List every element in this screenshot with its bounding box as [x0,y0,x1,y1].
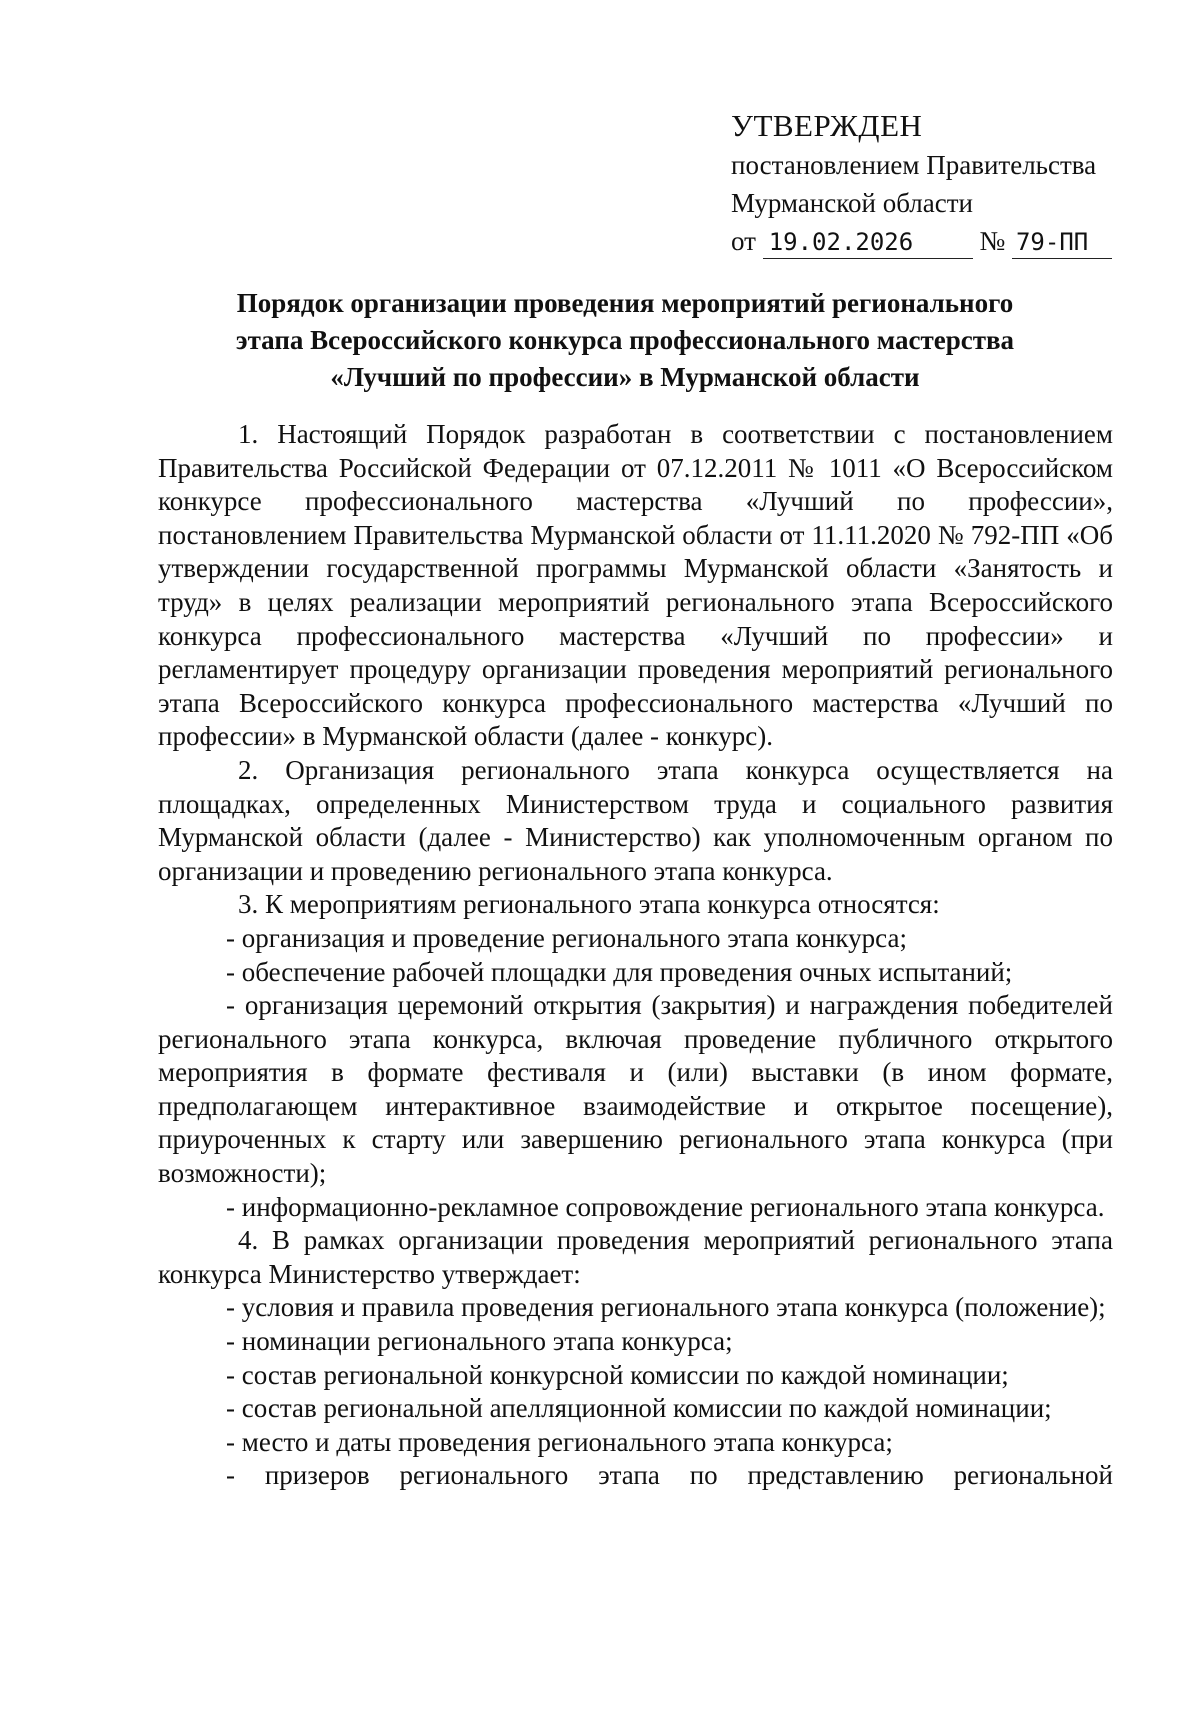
approval-stamp [731,106,1131,260]
title-line-2: этапа Всероссийского конкурса профессионального мастерства [235,325,1015,355]
list-item: - условия и правила проведения регионального этапа конкурса (положение); [226,1292,1106,1323]
date-prefix: от [731,226,756,256]
paragraph-1: 1. Настоящий Порядок разработан в соответствии с постановлением Правительства Российской Федерации от 07.12.2011 № 1011 «О Всероссийском конкурсе профессионального мастерства «Лучший по профессии», постановлением Правительства Мурманской области от 11.11.2020 № 792-ПП «Об утверждении государственной программы Мурманской области «Занятость и труд» в целях реализации мероприятий регионального этапа Всероссийского конкурса профессионального мастерства «Лучший по профессии» и регламентирует процедуру организации проведения мероприятий регионального этапа Всероссийского конкурса профессионального мастерства «Лучший по профессии» в Мурманской области (далее - конкурс). [158,419,1113,752]
paragraph-4: 4. В рамках организации проведения мероприятий регионального этапа конкурса Министерство утверждает: [158,1225,1113,1289]
title-line-3: «Лучший по профессии» в Мурманской области [330,362,920,392]
list-item: - обеспечение рабочей площадки для проведения очных испытаний; [226,956,1013,987]
list-item: - призеров регионального этапа по представлению региональной [226,1460,1113,1491]
title-line-1: Порядок организации проведения мероприятий регионального [236,288,1014,318]
approval-number: 79-ПП [1012,226,1112,259]
list-item: - организация церемоний открытия (закрытия) и награждения победителей регионального этапа конкурса, включая проведение публичного открытого мероприятия в формате фестиваля и (или) выставки (в ином формате, предполагающем интерактивное взаимодействие и открытое посещение), приуроченных к старту или завершению регионального этапа конкурса (при возможности); [158,990,1113,1189]
paragraph-3: 3. К мероприятиям регионального этапа конкурса относятся: [238,889,940,920]
approval-line-1: постановлением Правительства [731,150,1097,180]
number-prefix: № [979,226,1006,256]
approval-heading: УТВЕРЖДЕН [731,108,923,143]
paragraph-2: 2. Организация регионального этапа конкурса осуществляется на площадках, определенных Министерством труда и социального развития Мурманской области (далее - Министерство) как уполномоченным органом по организации и проведению регионального этапа конкурса. [158,754,1113,886]
list-item: - место и даты проведения регионального этапа конкурса; [226,1426,893,1457]
approval-line-2: Мурманской области [731,188,973,218]
list-item: - информационно-рекламное сопровождение регионального этапа конкурса. [226,1191,1105,1222]
list-item: - состав региональной конкурсной комиссии по каждой номинации; [226,1359,1009,1390]
approval-date: 19.02.2026 [763,226,973,259]
document-body [158,418,1113,1493]
list-item: - номинации регионального этапа конкурса; [226,1326,733,1357]
list-item: - состав региональной апелляционной комиссии по каждой номинации; [226,1393,1052,1424]
document-title [150,285,1100,396]
list-item: - организация и проведение регионального этапа конкурса; [226,922,907,953]
approval-date-line [731,222,1131,260]
